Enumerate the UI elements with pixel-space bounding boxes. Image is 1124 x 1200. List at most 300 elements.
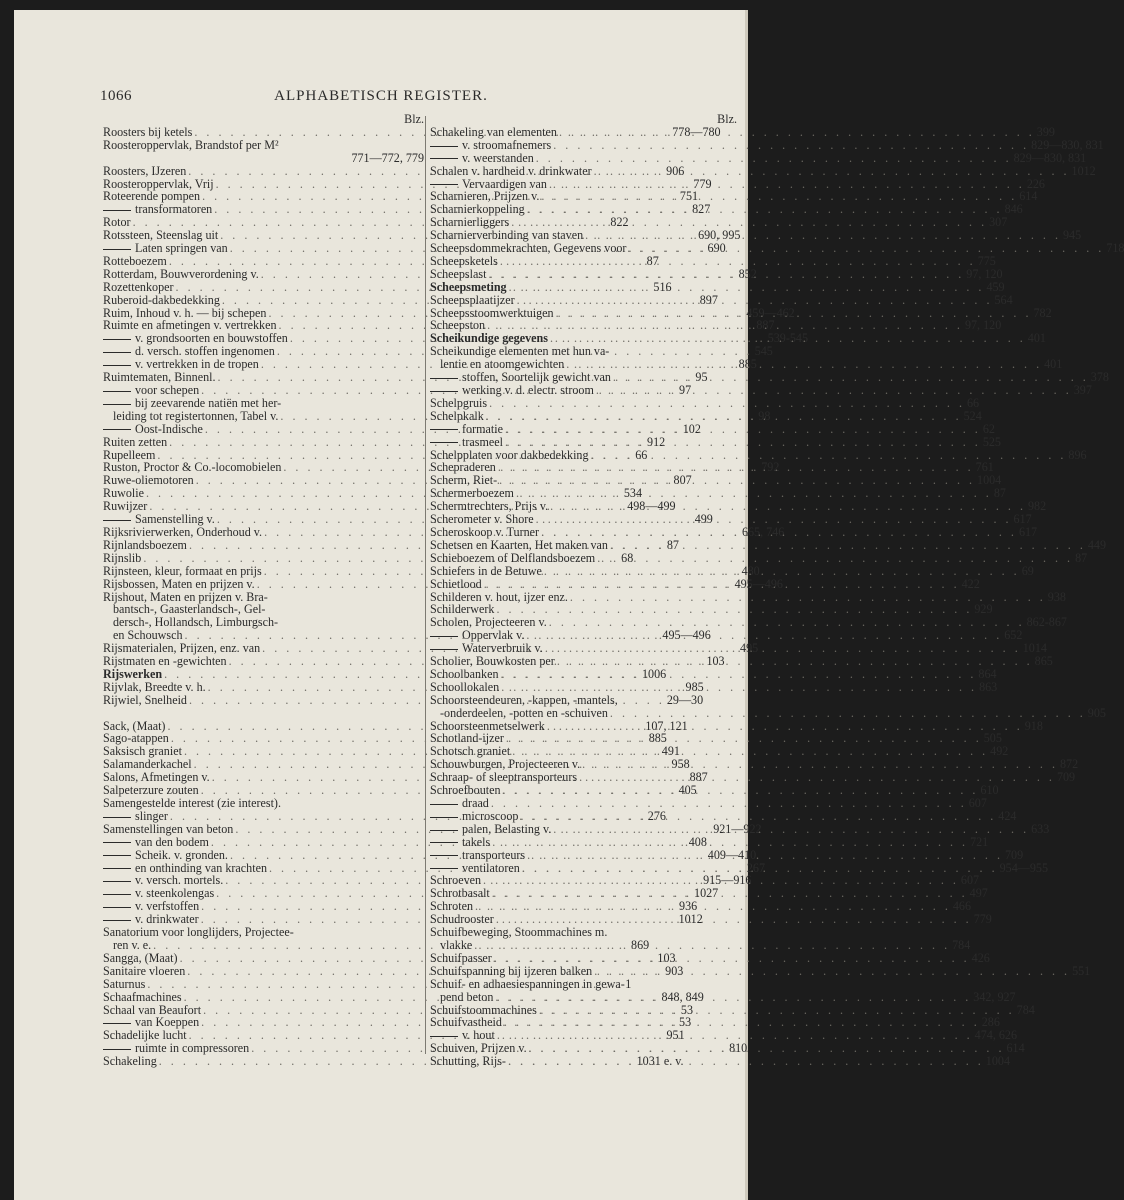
entry-page-ref: 87 (1075, 550, 1088, 565)
entry-term: microscoop (430, 810, 518, 823)
entry-page-ref: 422 (961, 576, 980, 591)
index-entry (430, 937, 971, 952)
entry-page-ref: 424 (998, 808, 1017, 823)
entry-term: werking v. d. electr. stroom (430, 384, 594, 397)
entry-page-ref: 401 (1044, 357, 1063, 372)
entry-page-ref: 885 (648, 731, 667, 746)
entry-page-ref: 62 (982, 421, 995, 436)
entry-page-ref: 929 (974, 602, 993, 617)
entry-term: draad (430, 797, 489, 810)
index-entry (430, 124, 1055, 139)
index-entry (430, 292, 1013, 307)
entry-term: van Koeppen (103, 1016, 199, 1029)
entry-page-ref: 617 (1013, 512, 1032, 527)
entry-page-ref: 29—30 (666, 692, 704, 707)
dot-leader (595, 552, 1075, 565)
entry-term: Ruwijzer (103, 499, 148, 514)
dot-leader (506, 1055, 986, 1068)
index-entry (430, 834, 989, 849)
entry-page-ref: 822 (610, 215, 629, 230)
entry-page-ref: 848, 849 (661, 989, 704, 1004)
entry-term: Schuifstoommachines (430, 1002, 537, 1017)
entry-page-ref: 652 (1004, 628, 1023, 643)
entry-page-ref: 846 (1004, 202, 1023, 217)
entry-term: Scholier, Bouwkosten per (430, 654, 555, 669)
dot-leader (499, 681, 979, 694)
entry-page-ref: 779 (693, 176, 712, 191)
entry-term: Roosters, IJzeren (103, 163, 187, 178)
dot-leader (608, 539, 1088, 552)
entry-page-ref: 906 (666, 163, 685, 178)
entry-page-ref: 936 (679, 899, 698, 914)
entry-page-ref: 97 (679, 383, 692, 398)
entry-page-ref: 525 (982, 434, 1001, 449)
entry-term: Schelpgruis (430, 395, 488, 410)
entry-page-ref: 718 (1106, 241, 1124, 256)
entry-page-ref: 912 (647, 434, 666, 449)
entry-term: Scherm, Riet- (430, 473, 498, 488)
entry-page-ref: 985 (685, 679, 704, 694)
dot-leader (482, 578, 962, 591)
entry-page-ref: 1012 (678, 912, 703, 927)
entry-page-ref: 397 (1073, 383, 1092, 398)
entry-page-ref: 409—410 (707, 847, 757, 862)
entry-page-ref: 545 (754, 344, 773, 359)
entry-term: Sanitaire vloeren (103, 963, 186, 978)
dot-leader (484, 410, 964, 423)
entry-page-ref: 951 (666, 1028, 685, 1043)
entry-page-ref: 103 (706, 654, 725, 669)
index-entry (430, 434, 1001, 449)
index-entry (430, 383, 1092, 398)
dot-leader (503, 423, 983, 436)
entry-page-ref: 95 (695, 370, 708, 385)
entry-term: Laten springen van (103, 242, 228, 255)
entry-page-ref: 784 (952, 937, 971, 952)
entry-term: Scheepston (430, 318, 486, 333)
entry-page-ref: 53 (679, 1015, 692, 1030)
entry-page-ref: 903 (665, 963, 684, 978)
entry-page-ref: 307 (989, 215, 1008, 230)
entry-term: Scheepslast (430, 266, 487, 281)
entry-page-ref: 497 (969, 886, 988, 901)
entry-term: Sack, (Maat) (103, 718, 166, 733)
dot-leader (499, 668, 979, 681)
dot-leader (507, 281, 987, 294)
dot-leader (542, 565, 1022, 578)
entry-term: bantsch-, Gaasterlandsch-, Gel- (113, 602, 266, 617)
entry-term: Schrotbasalt (430, 886, 490, 901)
entry-term: v. versch. mortels. (103, 874, 223, 887)
entry-term: Scheepsstoomwerktuigen (430, 305, 554, 320)
entry-term: pend beton (440, 989, 494, 1004)
entry-page-ref: 1004 (977, 473, 1002, 488)
dot-leader (498, 255, 978, 268)
entry-page-ref: 505 (983, 731, 1002, 746)
entry-term: Ruston, Proctor & Co.-locomobielen (103, 460, 282, 475)
entry-term: Scharnierverbinding van staven (430, 228, 584, 243)
entry-page-ref: 792 (761, 460, 780, 475)
entry-term: Ruberoid-dakbedekking (103, 292, 220, 307)
entry-term: Scheepsdommekrachten, Gegevens voor (430, 241, 627, 256)
index-entry (430, 421, 995, 436)
entry-page-ref: 524 (963, 408, 982, 423)
index-entry (103, 797, 424, 810)
dot-leader (551, 823, 1031, 836)
entry-term: Scheikundige elementen met hun va- (430, 344, 610, 359)
entry-term: Waterverbruik v. (430, 642, 543, 655)
entry-page-ref: 1014 (1022, 641, 1047, 656)
entry-term: Schoorsteenmetselwerk (430, 718, 545, 733)
entry-page-ref: 474, 626 (974, 1028, 1017, 1043)
page-title: ALPHABETISCH REGISTER. (274, 88, 488, 104)
entry-term: Scharnierkoppeling (430, 202, 525, 217)
index-entry (430, 150, 1087, 165)
entry-page-ref: 97, 120 (964, 318, 1002, 333)
entry-page-ref: 97, 120 (966, 266, 1003, 281)
entry-page-ref: 491 (661, 744, 680, 759)
entry-term: bij zeevarende natiën met her- (103, 397, 281, 410)
index-entry (103, 152, 424, 165)
entry-page-ref: 829—830, 831 (1031, 137, 1104, 152)
entry-term: Rupelleem (103, 447, 156, 462)
entry-term: Sanatorium voor longlijders, Projectee- (103, 925, 294, 940)
entry-term: Rijshout, Maten en prijzen v. Bra- (103, 589, 268, 604)
entry-term: Roosters bij ketels (103, 124, 193, 139)
entry-page-ref: 633 (1031, 821, 1050, 836)
entry-term: Rotor (103, 215, 131, 230)
entry-term: transformatoren (103, 203, 212, 216)
entry-term: Ruwe-oliemotoren (103, 473, 194, 488)
entry-term: Schilderwerk (430, 602, 495, 617)
entry-term: Ruim, Inhoud v. h. — bij schepen (103, 305, 267, 320)
dot-leader (548, 332, 1028, 345)
entry-term: Schotland-ijzer (430, 731, 504, 746)
entry-term: en Schouwsch (113, 628, 183, 643)
entry-term: Schiefers in de Betuwe (430, 563, 542, 578)
index-entry (430, 989, 1016, 1004)
entry-term: Rijksrivierwerken, Onderhoud v. (103, 524, 263, 539)
entry-term: Schoolbanken (430, 666, 499, 681)
entry-page-ref: 709 (1005, 847, 1024, 862)
entry-page-ref: 918 (1024, 718, 1043, 733)
entry-page-ref: 276 (647, 808, 666, 823)
entry-term: Scharnierliggers (430, 215, 510, 230)
entry-page-ref: 495—496 (662, 628, 711, 643)
entry-term: Schoollokalen (430, 679, 500, 694)
entry-term: v. verfstoffen (103, 900, 199, 913)
entry-page-ref: 784 (1016, 1002, 1035, 1017)
entry-term: Rijnlandsboezem (103, 537, 187, 552)
entry-term: trasmeel (430, 436, 503, 449)
entry-page-ref: 66 (966, 395, 980, 410)
entry-page-ref: 721 (970, 834, 989, 849)
entry-term: Ruiten zetten (103, 434, 168, 449)
dot-leader (557, 126, 1037, 139)
entry-term: ventilatoren (430, 862, 520, 875)
entry-page-ref: 534 (623, 486, 642, 501)
entry-page-ref: 827 (692, 202, 711, 217)
entry-term: van den bodem (103, 836, 209, 849)
entry-term: Schroeven (430, 873, 482, 888)
entry-term: Rijsmaterialen, Prijzen, enz. van (103, 641, 261, 656)
entry-page-ref: 405 (678, 783, 697, 798)
entry-page-ref: 342, 927 (973, 989, 1016, 1004)
entry-page-ref: 864 (978, 666, 997, 681)
index-entry (103, 139, 424, 152)
entry-page-ref: 466 (952, 899, 971, 914)
entry-term: Scheroskoop v. Turner (430, 524, 540, 539)
entry-term: Roteerende pompen (103, 189, 201, 204)
entry-term: Schakeling (103, 1054, 157, 1069)
entry-term: Schieboezem of Delflandsboezem (430, 550, 596, 565)
entry-page-ref: 887 (756, 318, 775, 333)
entry-page-ref: 399 (1036, 124, 1055, 139)
entry-page-ref: 938 (1047, 589, 1066, 604)
entry-page-ref: 905 (1087, 705, 1106, 720)
entry-page-ref: 564 (994, 292, 1013, 307)
entry-term: Samenstelling v. (103, 513, 215, 526)
index-entry (430, 537, 1106, 552)
dot-leader (518, 810, 998, 823)
entry-term: Rijnslib (103, 550, 142, 565)
index-entry (430, 808, 1017, 823)
entry-term: Schadelijke lucht (103, 1028, 187, 1043)
entry-page-ref: 69 (1021, 563, 1034, 578)
dot-leader (490, 836, 970, 849)
entry-page-ref: 103 (657, 950, 676, 965)
entry-term: transporteurs (430, 849, 525, 862)
entry-term: Schudrooster (430, 912, 494, 927)
entry-term: Rijstmaten en -gewichten (103, 654, 227, 669)
entry-term: Rijvlak, Breedte v. h. (103, 679, 206, 694)
entry-term: Sago-atappen (103, 731, 169, 746)
entry-term: v. vertrekken in de tropen (103, 358, 259, 371)
entry-page-ref: 87 (666, 537, 679, 552)
entry-term: Schakeling van elementen (430, 124, 557, 139)
entry-page-ref: 98 (758, 408, 771, 423)
entry-term: lentie en atoomgewichten (440, 357, 565, 372)
entry-term: Rijswerken (103, 666, 163, 681)
entry-page-ref: 958 (671, 757, 690, 772)
dot-leader (489, 797, 969, 810)
entry-term: Schaafmachines (103, 989, 182, 1004)
entry-term: Scheikundige gegevens (430, 331, 548, 346)
entry-term: ruimte in compressoren (103, 1042, 249, 1055)
entry-term: Rotssteen, Steenslag uit (103, 228, 219, 243)
entry-page-ref: 869 (631, 937, 650, 952)
entry-term: v. steenkolengas (103, 887, 214, 900)
entry-term: Schalen v. hardheid v. drinkwater (430, 163, 592, 178)
entry-term: Sangga, (Maat) (103, 950, 178, 965)
entry-page-ref: 480 (741, 563, 760, 578)
entry-term: Scheepsketels (430, 253, 498, 268)
entry-term: Ruwolie (103, 486, 144, 501)
entry-page-ref: 1004 (985, 1054, 1010, 1069)
entry-page-ref: 779 (973, 912, 992, 927)
dot-leader (539, 526, 1019, 539)
entry-term: Schermtrechters, Prijs v. (430, 499, 549, 514)
entry-term: leiding tot registertonnen, Tabel v. (113, 408, 279, 423)
entry-page-ref: 862-867 (1026, 615, 1067, 630)
entry-term: v. grondsoorten en bouwstoffen (103, 332, 288, 345)
entry-term: Schroefbouten (430, 783, 501, 798)
book-page (14, 10, 1124, 1200)
entry-term: Schraap- of sleeptransporteurs (430, 770, 578, 785)
section-gap (103, 707, 424, 720)
entry-page-ref: 551 (1072, 963, 1091, 978)
entry-term: Saksisch graniet (103, 744, 182, 759)
entry-page-ref: 607 (968, 796, 987, 811)
dot-leader (472, 939, 952, 952)
entry-term: Ruimte en afmetingen v. vertrekken (103, 318, 277, 333)
entry-page-ref: 66 (635, 447, 648, 462)
entry-term: Salons, Afmetingen v. (103, 770, 210, 785)
entry-term: Roosteroppervlak, Brandstof per M² (103, 137, 279, 152)
entry-term: Scheepsmeting (430, 279, 507, 294)
entry-page-ref: 426 (971, 950, 990, 965)
index-entry (430, 550, 1088, 565)
index-entry (430, 978, 737, 991)
entry-term: voor schepen (103, 384, 199, 397)
entry-page-ref: 778—780 (672, 124, 721, 139)
index-entry (430, 1054, 1010, 1069)
entry-page-ref: 614 (1006, 1041, 1025, 1056)
entry-term: Samengestelde interest (zie interest). (103, 796, 281, 810)
entry-term: vlakke (440, 937, 473, 952)
dot-leader (525, 849, 1005, 862)
dot-leader (592, 965, 1072, 978)
dot-leader (493, 991, 973, 1004)
entry-page-ref: 614 (1019, 189, 1038, 204)
entry-page-ref: 829—830, 831 (1013, 150, 1087, 165)
dot-leader (515, 294, 995, 307)
entry-page-ref: 495—496 (734, 576, 783, 591)
entry-page-ref: 449 (1087, 537, 1106, 552)
entry-term: Schaal van Beaufort (103, 1002, 202, 1017)
dot-leader (608, 707, 1088, 720)
entry-term: Scheepsplaatijzer (430, 292, 515, 307)
entry-page-ref: 492 (990, 744, 1009, 759)
entry-page-ref: 286 (981, 1015, 1000, 1030)
entry-page-ref: 498—499 (627, 499, 676, 514)
entry-page-ref: 775 (977, 253, 996, 268)
index-entry (430, 796, 987, 811)
entry-page-ref: 865 (1034, 654, 1053, 669)
entry-page-ref: 267 (746, 860, 765, 875)
entry-page-ref: 68 (621, 550, 634, 565)
entry-term: Schuiven, Prijzen v. (430, 1041, 527, 1056)
entry-term: d. versch. stoffen ingenomen (103, 345, 275, 358)
entry-term: Rotterdam, Bouwverordening v. (103, 266, 259, 281)
entry-page-ref: 495 (740, 641, 759, 656)
index-entry (430, 666, 997, 681)
entry-page-ref: 1012 (1071, 163, 1096, 178)
entry-term: Schroten (430, 899, 473, 914)
page-number: 1066 (100, 88, 132, 104)
entry-term: Schutting, Rijs- (430, 1054, 506, 1069)
blz-label: Blz. (404, 112, 424, 126)
blz-label: Blz. (717, 112, 737, 126)
entry-page-ref: 1006 (641, 666, 667, 681)
entry-term: Schoorsteendeuren, -kappen, -mantels, (430, 692, 618, 707)
entry-term: Schuifvastheid (430, 1015, 502, 1030)
index-entry (430, 950, 990, 965)
entry-term: palen, Belasting v. (430, 823, 551, 836)
entry-page-ref: 226 (1026, 176, 1045, 191)
entry-term: Schuifpasser (430, 950, 492, 965)
entry-term: Schermerboezem (430, 486, 514, 501)
entry-term: Rozettenkoper (103, 279, 174, 294)
entry-term: Vervaardigen van (430, 178, 547, 191)
entry-page-ref: 945 (1063, 228, 1082, 243)
entry-page-ref: 1031 e. v. (636, 1054, 684, 1069)
entry-page-ref: 87 (646, 253, 659, 268)
entry-page-ref: 921—922 (713, 821, 762, 836)
entry-term: Samenstellingen van beton (103, 821, 234, 836)
entry-page-ref: 782 (1033, 305, 1052, 320)
entry-term: dersch-, Hollandsch, Limburgsch- (113, 615, 279, 630)
entry-term: Schotsch graniet (430, 744, 511, 759)
entry-term: Rijwiel, Snelheid (103, 692, 187, 707)
dot-leader (486, 268, 966, 281)
entry-page-ref: 690, 995 (698, 228, 741, 243)
dot-leader (487, 397, 967, 410)
entry-page-ref: 1027 (694, 886, 719, 901)
entry-page-ref: 709 (1056, 770, 1076, 785)
entry-term: Salpeterzure zouten (103, 783, 199, 798)
entry-page-ref: 915—916 (703, 873, 752, 888)
entry-term: Scharnieren, Prijzen v. (430, 189, 540, 204)
entry-term: Rijsbossen, Maten en prijzen v. (103, 576, 255, 591)
column-divider (425, 116, 426, 1054)
entry-term: Oppervlak v. (430, 629, 524, 642)
entry-term: slinger (103, 810, 168, 823)
entry-page-ref: 690 (707, 241, 726, 256)
entry-page-ref: 954—955 (999, 860, 1048, 875)
entry-term: -onderdeelen, -potten en -schuiven (440, 705, 608, 720)
index-entry (430, 963, 1091, 978)
entry-page-ref: 459 (986, 279, 1005, 294)
entry-page-ref: 539-545 (767, 331, 808, 346)
entry-page-ref: 401 (1027, 331, 1046, 346)
entry-page-ref: 1 (625, 976, 632, 991)
entry-term: Schetsen en Kaarten, Het maken van (430, 537, 608, 552)
index-entry (430, 679, 998, 694)
entry-page-ref: 751 (679, 189, 699, 204)
dot-leader (594, 384, 1074, 397)
entry-term: v. hout (430, 1029, 495, 1042)
entry-page-ref: 761 (975, 460, 994, 475)
entry-page-ref: 885 (738, 357, 757, 372)
entry-term: Ruimtematen, Binnenl. (103, 370, 216, 385)
page-header (14, 88, 748, 110)
entry-term: Salamanderkachel (103, 757, 192, 772)
entry-page-ref: 665, 746 (741, 524, 785, 539)
entry-term: Saturnus (103, 976, 146, 991)
entry-term: Scherometer v. Shore (430, 512, 534, 527)
entry-term: v. weerstanden (430, 152, 534, 165)
index-entry (430, 163, 1096, 178)
index-entry (103, 397, 424, 410)
entry-page-ref: 617 (1018, 524, 1038, 539)
entry-term: en onthinding van krachten (103, 862, 267, 875)
index-entry (430, 847, 1024, 862)
entry-page-ref: 408 (688, 834, 707, 849)
entry-page-ref: 897 (699, 292, 718, 307)
entry-page-ref: 863 (979, 679, 998, 694)
index-entry (430, 705, 1106, 720)
